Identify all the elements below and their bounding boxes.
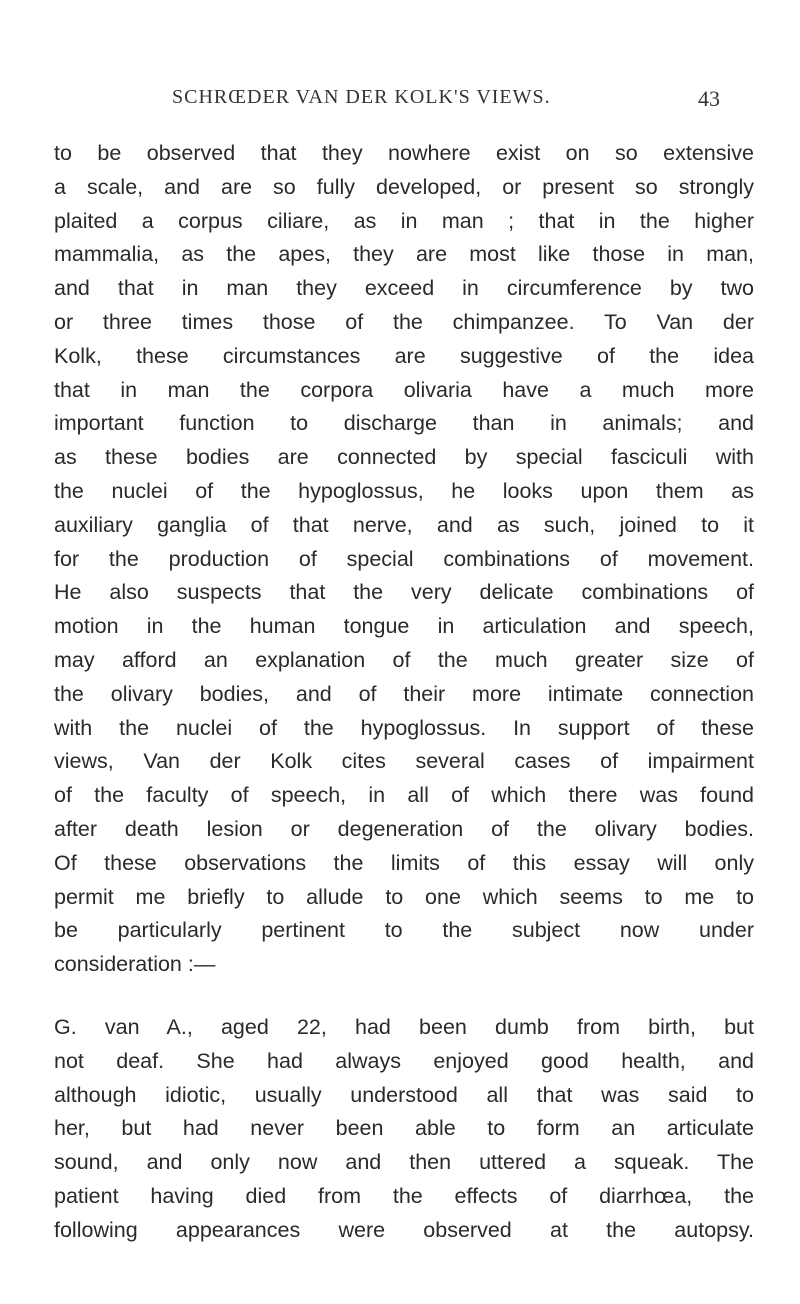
text-line: important function to discharge than in animals; and bbox=[54, 411, 754, 436]
running-head: SCHRŒDER VAN DER KOLK'S VIEWS. bbox=[172, 86, 551, 108]
text-line: plaited a corpus ciliare, as in man ; that in the higher bbox=[54, 208, 754, 233]
text-line: views, Van der Kolk cites several cases of impairment bbox=[54, 749, 754, 774]
text-line: mammalia, as the apes, they are most like those in man, bbox=[54, 242, 754, 267]
text-line: for the production of special combinations of movement. bbox=[54, 546, 754, 571]
text-line: may afford an explanation of the much greater size of bbox=[54, 647, 754, 672]
text-line: motion in the human tongue in articulation and speech, bbox=[54, 614, 754, 639]
text-line: after death lesion or degeneration of the olivary bodies. bbox=[54, 816, 754, 841]
text-line: Of these observations the limits of this essay will only bbox=[54, 850, 754, 875]
text-line: a scale, and are so fully developed, or present so strongly bbox=[54, 174, 754, 199]
text-line: consideration :— bbox=[54, 952, 216, 977]
text-line: the nuclei of the hypoglossus, he looks upon them as bbox=[54, 478, 754, 503]
text-line: auxiliary ganglia of that nerve, and as such, joined to it bbox=[54, 512, 754, 537]
text-line: be particularly pertinent to the subject now under bbox=[54, 918, 754, 943]
text-line: to be observed that they nowhere exist on so extensive bbox=[54, 141, 754, 165]
text-line: although idiotic, usually understood all that was said to bbox=[54, 1082, 754, 1107]
text-line: permit me briefly to allude to one which seems to me to bbox=[54, 884, 754, 909]
text-line: and that in man they exceed in circumference by two bbox=[54, 276, 754, 301]
text-line: patient having died from the effects of diarrhœa, the bbox=[54, 1183, 754, 1208]
text-line: not deaf. She had always enjoyed good health, and bbox=[54, 1048, 754, 1073]
text-line: of the faculty of speech, in all of which there was found bbox=[54, 783, 754, 808]
text-line: or three times those of the chimpanzee. To Van der bbox=[54, 309, 754, 334]
text-line: He also suspects that the very delicate combinations of bbox=[54, 580, 754, 605]
text-line: the olivary bodies, and of their more intimate connection bbox=[54, 681, 754, 706]
paragraph-gap bbox=[54, 982, 754, 1011]
body-text bbox=[54, 137, 754, 1248]
paragraph-1 bbox=[54, 137, 754, 982]
text-line: as these bodies are connected by special fasciculi with bbox=[54, 445, 754, 470]
text-line: sound, and only now and then uttered a squeak. The bbox=[54, 1150, 754, 1175]
text-line: Kolk, these circumstances are suggestive of the idea bbox=[54, 343, 754, 368]
page-number: 43 bbox=[698, 86, 720, 111]
text-line: G. van A., aged 22, had been dumb from birth, but bbox=[54, 1014, 754, 1039]
paragraph-2 bbox=[54, 1011, 754, 1248]
text-line: that in man the corpora olivaria have a much more bbox=[54, 377, 754, 402]
text-line: her, but had never been able to form an articulate bbox=[54, 1116, 754, 1141]
text-line: with the nuclei of the hypoglossus. In support of these bbox=[54, 715, 754, 740]
text-line: following appearances were observed at the autopsy. bbox=[54, 1217, 754, 1242]
